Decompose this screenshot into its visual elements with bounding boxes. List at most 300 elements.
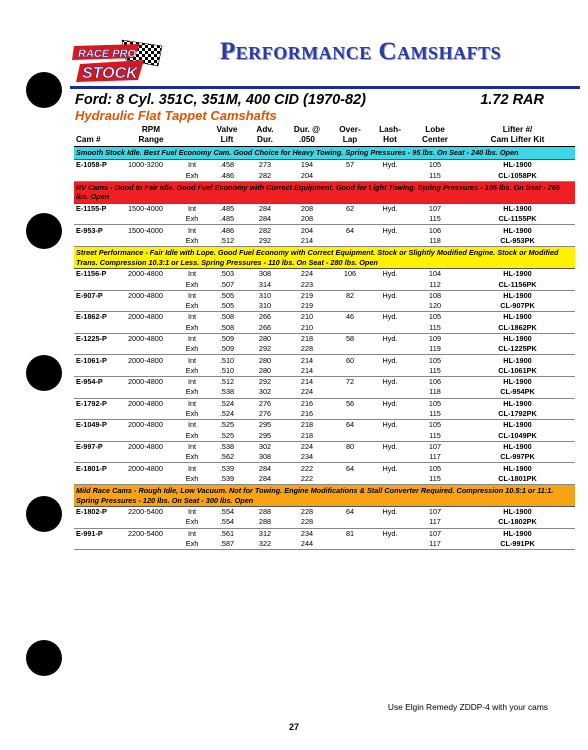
overlap: 60 (345, 355, 355, 365)
table-row (74, 290, 575, 301)
lobe-center: 105 (428, 420, 442, 430)
exhaust-label: Exh (176, 474, 208, 485)
duration-050: 222 (284, 474, 330, 485)
empty-cell (126, 344, 176, 355)
table-row (74, 214, 575, 225)
empty-cell (126, 236, 176, 247)
cam-number: E-1058-P (76, 160, 107, 170)
intake-label: Int (187, 312, 197, 322)
cam-number: E-1061-P (76, 355, 107, 365)
column-header: Lash- Hot (370, 125, 410, 147)
lobe-center: 107 (428, 507, 442, 517)
exhaust-label: Exh (176, 214, 208, 225)
adv-duration: 292 (246, 236, 284, 247)
empty-cell (126, 409, 176, 420)
lobe-center: 106 (428, 377, 442, 387)
valve-lift: .509 (219, 334, 235, 343)
duration-050: 214 (300, 355, 314, 365)
empty-cell (74, 517, 126, 528)
lobe-center: 108 (428, 290, 442, 300)
rpm-range: 2000-4800 (128, 441, 163, 451)
empty-cell (74, 279, 126, 290)
overlap: 62 (345, 204, 355, 214)
lifter-number: HL-1900 (503, 204, 532, 214)
empty-cell (370, 539, 410, 550)
adv-duration: 276 (246, 409, 284, 420)
adv-duration: 280 (246, 366, 284, 377)
intake-label: Int (187, 269, 197, 279)
table-row (74, 171, 575, 182)
adv-duration: 288 (258, 507, 272, 517)
empty-cell (74, 171, 126, 182)
exhaust-label: Exh (176, 539, 208, 550)
valve-lift: .554 (219, 507, 235, 517)
intake-label: Int (187, 377, 197, 387)
lobe-center: 107 (428, 204, 442, 214)
lash-hot: Hyd. (382, 334, 398, 343)
empty-cell (74, 214, 126, 225)
empty-cell (370, 301, 410, 312)
table-row (74, 377, 575, 388)
cam-number: E-953-P (76, 225, 103, 235)
category-row (74, 147, 575, 160)
overlap: 64 (345, 420, 355, 430)
cam-number: E-907-P (76, 290, 103, 300)
valve-lift: .524 (219, 398, 235, 408)
overlap: 81 (345, 528, 355, 538)
table-row (74, 203, 575, 214)
lash-hot: Hyd. (382, 420, 398, 430)
cam-lifter-kit: CL-1792PK (460, 409, 575, 420)
adv-duration: 312 (258, 528, 272, 538)
valve-lift: .485 (208, 214, 246, 225)
valve-lift: .562 (208, 452, 246, 463)
lifter-number: HL-1900 (503, 377, 532, 387)
empty-cell (330, 171, 370, 182)
category-row (74, 181, 575, 203)
intake-label: Int (187, 290, 197, 300)
table-row (74, 420, 575, 431)
table-row (74, 507, 575, 518)
empty-cell (370, 344, 410, 355)
empty-cell (330, 301, 370, 312)
lash-hot: Hyd. (382, 290, 398, 300)
table-row (74, 409, 575, 420)
table-row (74, 398, 575, 409)
empty-cell (126, 301, 176, 312)
category-row (74, 485, 575, 507)
empty-cell (330, 517, 370, 528)
overlap: 106 (343, 269, 357, 279)
table-row (74, 160, 575, 171)
overlap: 80 (345, 441, 355, 451)
empty-cell (74, 539, 126, 550)
valve-lift: .538 (219, 441, 235, 451)
valve-lift: .503 (219, 269, 235, 279)
empty-cell (370, 409, 410, 420)
duration-050: 210 (300, 312, 314, 322)
adv-duration: 280 (258, 334, 272, 343)
valve-lift: .539 (208, 474, 246, 485)
empty-cell (74, 452, 126, 463)
lobe-center: 115 (410, 214, 460, 225)
duration-050: 194 (300, 160, 314, 170)
exhaust-label: Exh (176, 301, 208, 312)
adv-duration: 276 (258, 398, 272, 408)
rpm-range: 2200-5400 (128, 507, 163, 517)
header-rule (70, 86, 580, 89)
lash-hot: Hyd. (382, 160, 398, 170)
duration-050: 218 (300, 334, 314, 343)
valve-lift: .525 (208, 431, 246, 442)
lash-hot: Hyd. (382, 463, 398, 473)
duration-050: 204 (300, 225, 314, 235)
intake-label: Int (187, 528, 197, 538)
valve-lift: .538 (208, 387, 246, 398)
empty-cell (126, 279, 176, 290)
cam-number: E-1801-P (76, 463, 107, 473)
table-row (74, 441, 575, 452)
duration-050: 224 (300, 441, 314, 451)
svg-text:STOCK: STOCK (82, 65, 138, 82)
duration-050: 204 (284, 171, 330, 182)
empty-cell (330, 323, 370, 334)
overlap: 72 (345, 377, 355, 387)
valve-lift: .505 (219, 290, 235, 300)
exhaust-label: Exh (176, 387, 208, 398)
lobe-center: 118 (410, 387, 460, 398)
rpm-range: 2000-4800 (128, 398, 163, 408)
empty-cell (74, 431, 126, 442)
lobe-center: 115 (410, 409, 460, 420)
empty-cell (330, 279, 370, 290)
duration-050: 216 (300, 398, 314, 408)
intake-label: Int (187, 355, 197, 365)
table-row (74, 452, 575, 463)
adv-duration: 282 (258, 225, 272, 235)
table-row (74, 312, 575, 323)
empty-cell (126, 171, 176, 182)
binder-hole (26, 72, 62, 108)
overlap: 82 (345, 290, 355, 300)
table-row (74, 236, 575, 247)
cam-number: E-991-P (76, 528, 103, 538)
lifter-number: HL-1900 (503, 290, 532, 300)
adv-duration: 295 (258, 420, 272, 430)
valve-lift: .525 (219, 420, 235, 430)
empty-cell (330, 474, 370, 485)
empty-cell (330, 214, 370, 225)
empty-cell (74, 236, 126, 247)
lifter-number: HL-1900 (503, 420, 532, 430)
valve-lift: .486 (208, 171, 246, 182)
lash-hot: Hyd. (382, 312, 398, 322)
adv-duration: 310 (246, 301, 284, 312)
intake-label: Int (187, 334, 197, 343)
duration-050: 223 (284, 279, 330, 290)
adv-duration: 292 (258, 377, 272, 387)
rpm-range: 2200-5400 (128, 528, 163, 538)
adv-duration: 292 (246, 344, 284, 355)
cam-lifter-kit: CL-1802PK (460, 517, 575, 528)
column-header: Over- Lap (330, 125, 370, 147)
lobe-center: 112 (410, 279, 460, 290)
cam-lifter-kit: CL-1049PK (460, 431, 575, 442)
rpm-range: 2000-4800 (128, 269, 163, 279)
cam-lifter-kit: CL-907PK (460, 301, 575, 312)
lifter-number: HL-1900 (503, 334, 532, 343)
lifter-number: HL-1900 (503, 528, 532, 538)
empty-cell (126, 214, 176, 225)
lifter-number: HL-1900 (503, 312, 532, 322)
exhaust-label: Exh (176, 171, 208, 182)
intake-label: Int (187, 225, 197, 235)
lobe-center: 104 (428, 269, 442, 279)
lobe-center: 105 (428, 463, 442, 473)
adv-duration: 284 (258, 463, 272, 473)
footer-note: Use Elgin Remedy ZDDP-4 with your cams (387, 702, 548, 712)
intake-label: Int (187, 507, 197, 517)
column-header: Lobe Center (410, 125, 460, 147)
lifter-number: HL-1900 (503, 355, 532, 365)
cam-number: E-1792-P (76, 398, 107, 408)
valve-lift: .587 (208, 539, 246, 550)
column-header: Lifter #/ Cam Lifter Kit (460, 125, 575, 147)
empty-cell (74, 344, 126, 355)
empty-cell (74, 301, 126, 312)
intake-label: Int (187, 160, 197, 170)
rpm-range: 2000-4800 (128, 377, 163, 387)
cam-number: E-1049-P (76, 420, 107, 430)
lobe-center: 115 (410, 171, 460, 182)
exhaust-label: Exh (176, 431, 208, 442)
lash-hot: Hyd. (382, 398, 398, 408)
intake-label: Int (187, 204, 197, 214)
empty-cell (370, 517, 410, 528)
adv-duration: 314 (246, 279, 284, 290)
valve-lift: .554 (208, 517, 246, 528)
adv-duration: 266 (246, 323, 284, 334)
valve-lift: .508 (208, 323, 246, 334)
rpm-range: 1500-4000 (128, 204, 163, 214)
lobe-center: 107 (428, 528, 442, 538)
empty-cell (330, 539, 370, 550)
empty-cell (74, 366, 126, 377)
empty-cell (126, 539, 176, 550)
binder-hole (26, 213, 62, 249)
lifter-number: HL-1900 (503, 463, 532, 473)
lifter-number: HL-1900 (503, 269, 532, 279)
race-pro-stock-logo (70, 36, 168, 86)
empty-cell (330, 344, 370, 355)
exhaust-label: Exh (176, 517, 208, 528)
table-row (74, 279, 575, 290)
lash-hot: Hyd. (382, 204, 398, 214)
duration-050: 228 (300, 507, 314, 517)
empty-cell (126, 366, 176, 377)
lobe-center: 105 (428, 398, 442, 408)
empty-cell (74, 409, 126, 420)
adv-duration: 266 (258, 312, 272, 322)
table-row (74, 225, 575, 236)
duration-050: 228 (284, 344, 330, 355)
duration-050: 244 (284, 539, 330, 550)
lobe-center: 119 (410, 344, 460, 355)
adv-duration: 273 (258, 160, 272, 170)
lash-hot: Hyd. (382, 269, 398, 279)
table-row (74, 463, 575, 474)
overlap: 64 (345, 507, 355, 517)
empty-cell (74, 474, 126, 485)
lobe-center: 117 (410, 452, 460, 463)
intake-label: Int (187, 398, 197, 408)
column-header: RPM Range (126, 125, 176, 147)
adv-duration: 308 (258, 269, 272, 279)
category-description: RV Cams - Good to Fair Idle. Good Fuel Economy with Correct Equipment. Good for Light Towing. Spring Pressures - 105 lbs. On Seat - 265 lbs. Open (74, 181, 575, 203)
duration-050: 214 (300, 377, 314, 387)
valve-lift: .510 (219, 355, 235, 365)
valve-lift: .505 (208, 301, 246, 312)
lobe-center: 105 (428, 355, 442, 365)
lobe-center: 117 (410, 539, 460, 550)
adv-duration: 284 (258, 204, 272, 214)
valve-lift: .509 (208, 344, 246, 355)
lobe-center: 117 (410, 517, 460, 528)
column-header: Cam # (74, 125, 126, 147)
table-row (74, 323, 575, 334)
duration-050: 218 (284, 431, 330, 442)
exhaust-label: Exh (176, 236, 208, 247)
table-row (74, 474, 575, 485)
lobe-center: 105 (428, 312, 442, 322)
empty-cell (126, 474, 176, 485)
lobe-center: 115 (410, 366, 460, 377)
cam-lifter-kit: CL-1862PK (460, 323, 575, 334)
adv-duration: 302 (246, 387, 284, 398)
lash-hot: Hyd. (382, 377, 398, 387)
cam-lifter-kit: CL-1801PK (460, 474, 575, 485)
duration-050: 208 (284, 214, 330, 225)
table-row (74, 269, 575, 280)
duration-050: 218 (300, 420, 314, 430)
binder-hole (26, 496, 62, 532)
empty-cell (370, 279, 410, 290)
adv-duration: 288 (246, 517, 284, 528)
section-heading: Hydraulic Flat Tappet Camshafts (75, 108, 277, 123)
table-row (74, 333, 575, 344)
rpm-range: 2000-4800 (128, 312, 163, 322)
adv-duration: 310 (258, 290, 272, 300)
exhaust-label: Exh (176, 344, 208, 355)
column-header: Valve Lift (208, 125, 246, 147)
valve-lift: .486 (219, 225, 235, 235)
lobe-center: 107 (428, 441, 442, 451)
column-header: Dur. @ .050 (284, 125, 330, 147)
cam-lifter-kit: CL-953PK (460, 236, 575, 247)
valve-lift: .539 (219, 463, 235, 473)
cam-number: E-1225-P (76, 334, 107, 343)
adv-duration: 295 (246, 431, 284, 442)
lifter-number: HL-1900 (503, 398, 532, 408)
exhaust-label: Exh (176, 279, 208, 290)
empty-cell (330, 431, 370, 442)
table-row (74, 366, 575, 377)
rpm-range: 2000-4800 (128, 355, 163, 365)
table-row (74, 344, 575, 355)
overlap: 58 (345, 334, 355, 343)
overlap: 64 (345, 225, 355, 235)
column-header: Adv. Dur. (246, 125, 284, 147)
binder-hole (26, 355, 62, 391)
empty-cell (370, 366, 410, 377)
rpm-range: 2000-4800 (128, 334, 163, 343)
cam-number: E-954-P (76, 377, 103, 387)
empty-cell (370, 431, 410, 442)
rpm-range: 1500-4000 (128, 225, 163, 235)
empty-cell (126, 387, 176, 398)
cam-lifter-kit: CL-1225PK (460, 344, 575, 355)
lash-hot: Hyd. (382, 355, 398, 365)
rpm-range: 2000-4800 (128, 463, 163, 473)
page-title: Performance Camshafts (220, 38, 502, 65)
lobe-center: 120 (410, 301, 460, 312)
empty-cell (370, 171, 410, 182)
binder-hole (26, 640, 62, 676)
cam-number: E-1155-P (76, 204, 107, 214)
duration-050: 219 (284, 301, 330, 312)
overlap: 57 (345, 160, 355, 170)
page-number: 27 (288, 722, 299, 732)
exhaust-label: Exh (176, 452, 208, 463)
rpm-range: 2000-4800 (128, 290, 163, 300)
cam-lifter-kit: CL-1061PK (460, 366, 575, 377)
empty-cell (370, 474, 410, 485)
duration-050: 208 (300, 204, 314, 214)
cam-lifter-kit: CL-1156PK (460, 279, 575, 290)
valve-lift: .510 (208, 366, 246, 377)
cam-lifter-kit: CL-991PK (460, 539, 575, 550)
empty-cell (330, 409, 370, 420)
lash-hot: Hyd. (382, 441, 398, 451)
lobe-center: 109 (428, 334, 442, 343)
adv-duration: 284 (246, 214, 284, 225)
table-row (74, 431, 575, 442)
overlap: 56 (345, 398, 355, 408)
valve-lift: .561 (219, 528, 235, 538)
overlap: 46 (345, 312, 355, 322)
category-description: Street Performance - Fair Idle with Lope. Good Fuel Economy with Correct Equipment. Stock or Slightly Modified Engine. Stock or Modified Trans. Compression 10.3:1 or Less. Spring Pressures - 110 lbs. On Seat - 280 lbs. Open (74, 247, 575, 269)
adv-duration: 284 (246, 474, 284, 485)
table-row (74, 387, 575, 398)
lifter-number: HL-1900 (503, 441, 532, 451)
empty-cell (126, 431, 176, 442)
table-body (74, 147, 575, 550)
table-row (74, 539, 575, 550)
empty-cell (370, 214, 410, 225)
empty-cell (330, 452, 370, 463)
lash-hot: Hyd. (382, 507, 398, 517)
svg-text:RACE PRO: RACE PRO (78, 48, 137, 60)
category-description: Smooth Stock Idle. Best Fuel Economy Cam. Good Choice for Heavy Towing. Spring Pressures - 95 lbs. On Seat - 240 lbs. Open (74, 147, 575, 160)
adv-duration: 280 (258, 355, 272, 365)
empty-cell (74, 323, 126, 334)
rpm-range: 2000-4800 (128, 420, 163, 430)
empty-cell (370, 236, 410, 247)
duration-050: 224 (300, 269, 314, 279)
lobe-center: 115 (410, 474, 460, 485)
lobe-center: 105 (428, 160, 442, 170)
valve-lift: .512 (208, 236, 246, 247)
